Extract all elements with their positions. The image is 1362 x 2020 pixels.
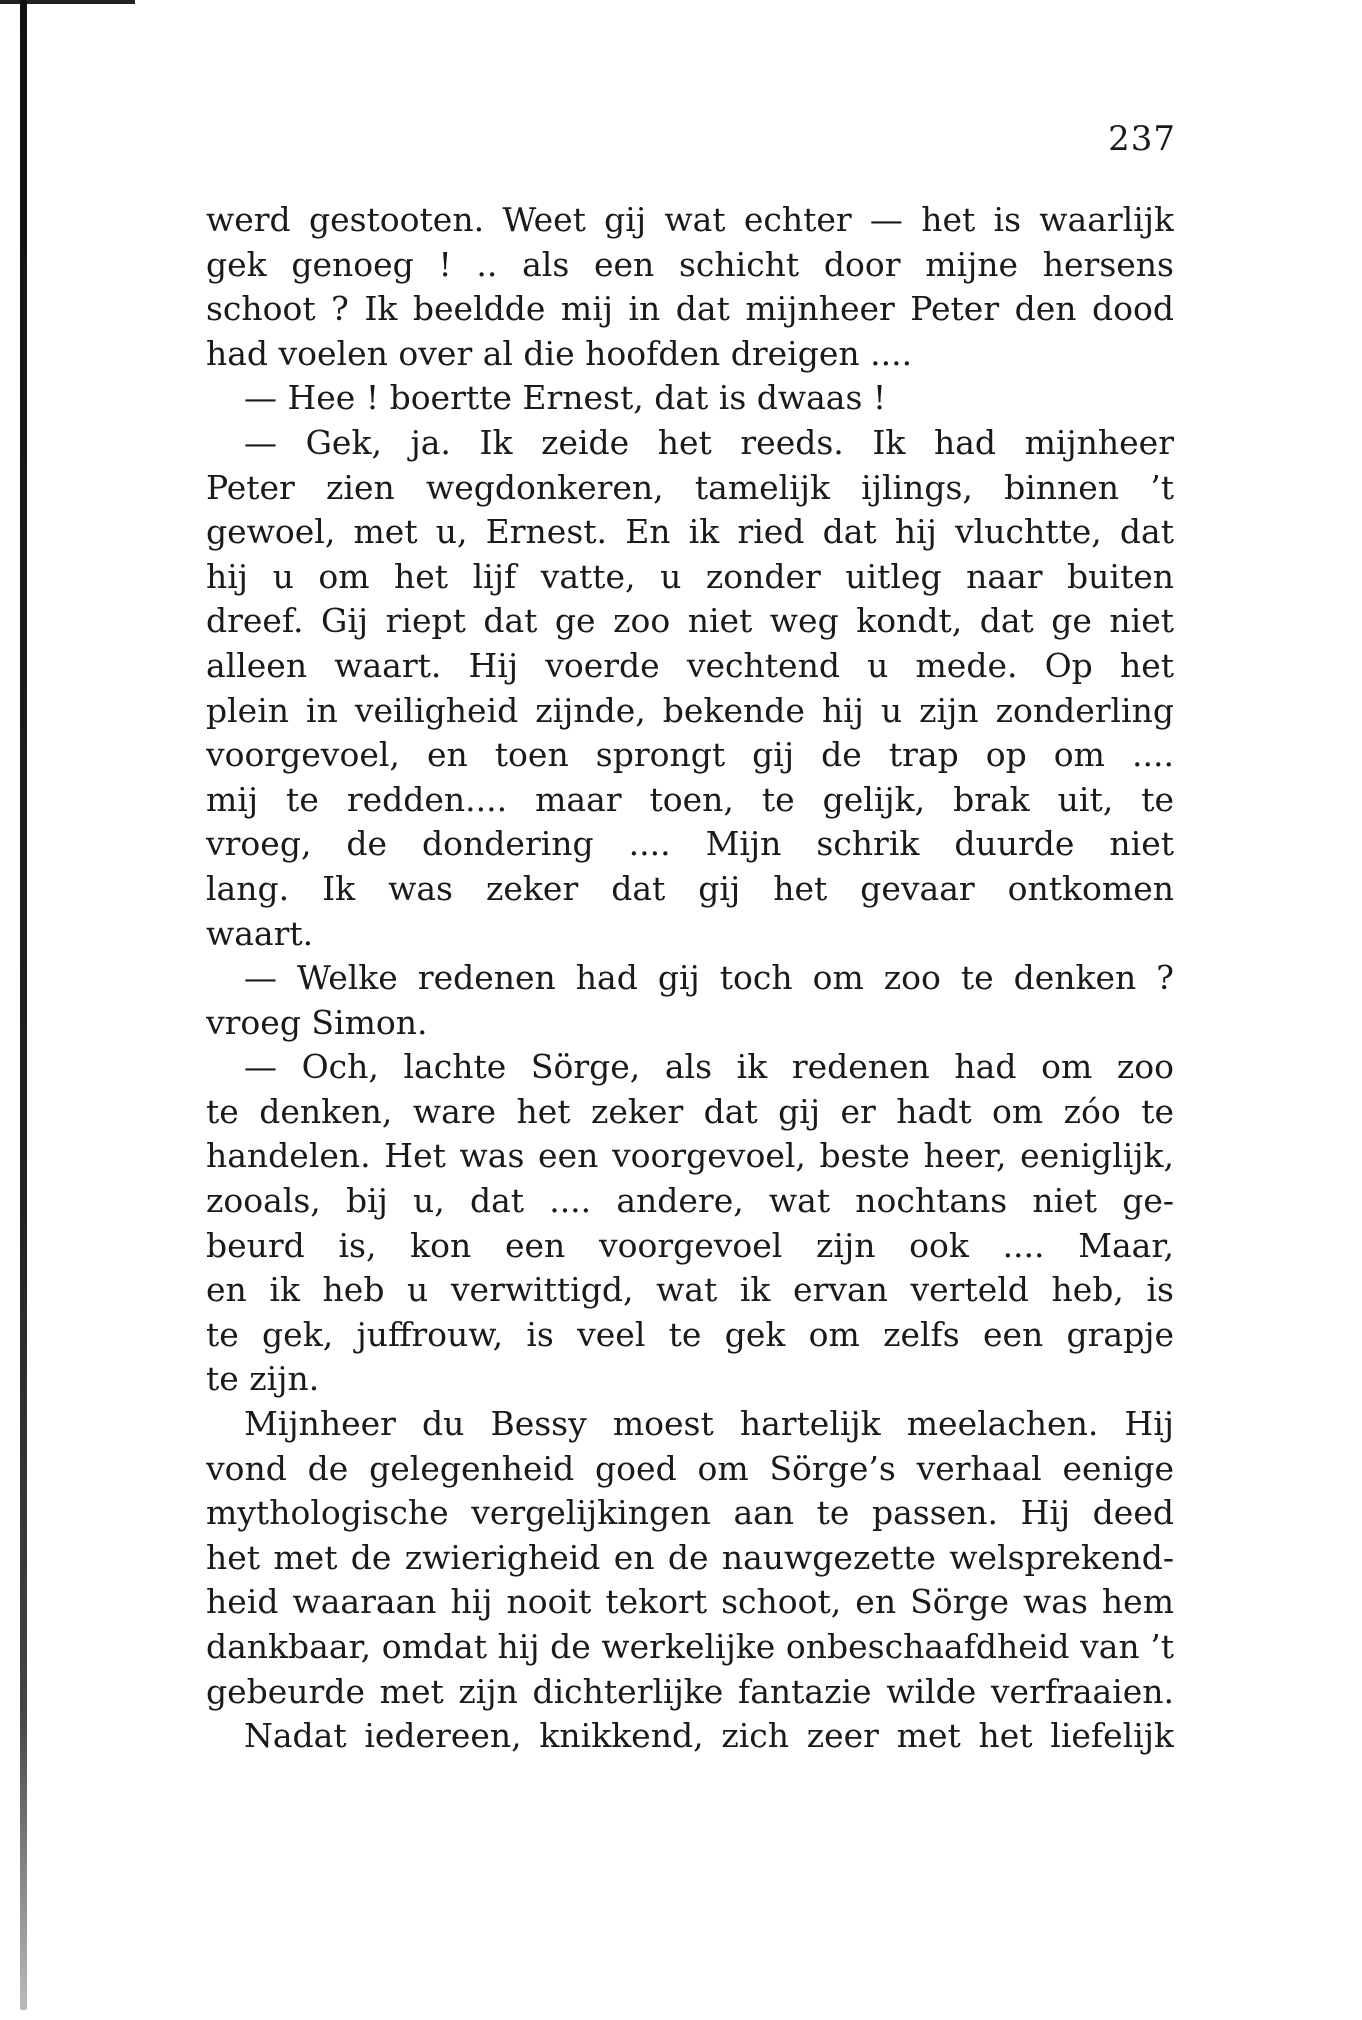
text-line: vroeg Simon. [206,1002,428,1042]
text-line: zooals, bij u, dat .... andere, wat nochtans niet ge- [206,1181,1174,1221]
binding-shadow-line [20,0,27,2010]
text-line: vond de gelegenheid goed om Sörge’s verhaal eenige [206,1448,1174,1488]
text-line: vroeg, de dondering .... Mijn schrik duurde niet [206,824,1174,864]
text-line: en ik heb u verwittigd, wat ik ervan verteld heb, is [206,1270,1174,1310]
text-line: had voelen over al die hoofden dreigen .... [206,333,913,373]
text-line: beurd is, kon een voorgevoel zijn ook .... Maar, [206,1225,1174,1265]
text-line: Nadat iedereen, knikkend, zich zeer met het liefelijk [244,1716,1174,1756]
text-line: te denken, ware het zeker dat gij er hadt om zóo te [206,1091,1174,1131]
text-line: plein in veiligheid zijnde, bekende hij u zijn zonderling [206,690,1174,730]
text-line: dankbaar, omdat hij de werkelijke onbeschaafdheid van ’t [206,1627,1174,1666]
text-line: te zijn. [206,1359,320,1399]
page-binding-edge [0,0,40,2020]
text-line: heid waaraan hij nooit tekort schoot, en Sörge was hem [206,1582,1174,1622]
text-line: gewoel, met u, Ernest. En ik ried dat hij vluchtte, dat [206,512,1174,552]
text-line: te gek, juffrouw, is veel te gek om zelfs een grapje [206,1314,1174,1354]
text-line: gebeurde met zijn dichterlijke fantazie wilde verfraaien. [206,1671,1174,1711]
text-line: hij u om het lijf vatte, u zonder uitleg naar buiten [206,556,1174,596]
text-line: mij te redden.... maar toen, te gelijk, brak uit, te [206,779,1174,819]
text-line: alleen waart. Hij voerde vechtend u mede. Op het [206,645,1174,685]
text-line: Mijnheer du Bessy moest hartelijk meelachen. Hij [244,1404,1174,1444]
body-text [206,198,1174,1759]
text-line: — Och, lachte Sörge, als ik redenen had om zoo [244,1047,1174,1087]
text-line: Peter zien wegdonkeren, tamelijk ijlings, binnen ’t [206,467,1174,507]
text-line: werd gestooten. Weet gij wat echter — het is waarlijk [206,200,1174,239]
text-line: gek genoeg ! .. als een schicht door mijne hersens [206,244,1174,284]
text-line: handelen. Het was een voorgevoel, beste heer, eeniglijk, [206,1136,1174,1176]
text-line: lang. Ik was zeker dat gij het gevaar ontkomen [206,868,1174,908]
text-line: waart. [206,913,314,953]
text-line: dreef. Gij riept dat ge zoo niet weg kondt, dat ge niet [206,601,1174,641]
text-line: het met de zwierigheid en de nauwgezette welsprekend- [206,1537,1174,1577]
text-line: mythologische vergelijkingen aan te passen. Hij deed [206,1493,1174,1533]
text-line: — Hee ! boertte Ernest, dat is dwaas ! [244,378,887,418]
text-line: — Welke redenen had gij toch om zoo te denken ? [244,958,1174,998]
text-line: — Gek, ja. Ik zeide het reeds. Ik had mijnheer [244,422,1174,462]
text-line: voorgevoel, en toen sprongt gij de trap op om .... [206,735,1174,775]
text-line: schoot ? Ik beeldde mij in dat mijnheer Peter den dood [206,289,1174,329]
page-number: 237 [1108,119,1176,159]
